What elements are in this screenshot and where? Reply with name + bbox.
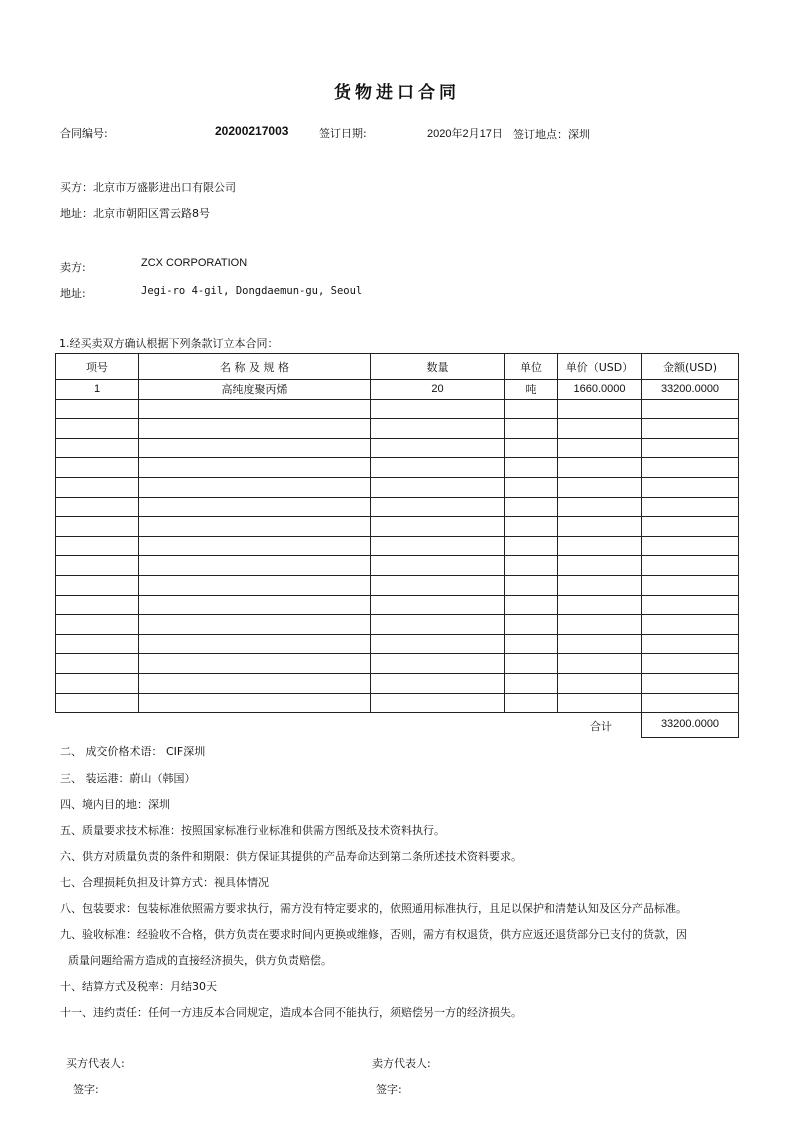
- cell-name-spec: 高纯度聚丙烯: [139, 380, 371, 400]
- clause-8: 八、包装要求：包装标准依照需方要求执行，需方没有特定要求的，依照通用标准执行，且足以保护和清楚认知及区分产品标准。: [60, 902, 687, 915]
- cell-amount: 33200.0000: [642, 380, 739, 400]
- cell-quantity: [371, 517, 505, 537]
- cell-unit: [505, 399, 558, 419]
- cell-unit: [505, 419, 558, 439]
- sign-date-value: 2020年2月17日: [427, 128, 503, 140]
- cell-quantity: [371, 497, 505, 517]
- cell-unit-price: [558, 497, 642, 517]
- cell-unit-price: [558, 438, 642, 458]
- cell-amount: [642, 438, 739, 458]
- cell-item-no: [56, 517, 139, 537]
- cell-unit-price: [558, 477, 642, 497]
- cell-quantity: [371, 575, 505, 595]
- cell-unit-price: [558, 654, 642, 674]
- cell-item-no: [56, 634, 139, 654]
- total-value: 33200.0000: [641, 712, 739, 738]
- cell-unit-price: [558, 673, 642, 693]
- cell-name-spec: [139, 419, 371, 439]
- cell-quantity: [371, 654, 505, 674]
- cell-item-no: [56, 673, 139, 693]
- clause-4: 四、境内目的地：深圳: [60, 798, 170, 811]
- cell-item-no: [56, 458, 139, 478]
- cell-unit-price: [558, 419, 642, 439]
- cell-amount: [642, 419, 739, 439]
- cell-unit: [505, 536, 558, 556]
- cell-unit: [505, 438, 558, 458]
- table-row: [56, 615, 739, 635]
- buyer-signature: 签字:: [73, 1083, 99, 1096]
- clause-5: 五、质量要求技术标准：按照国家标准行业标准和供需方图纸及技术资料执行。: [60, 824, 445, 837]
- header-amount: 金额(USD): [642, 354, 739, 380]
- header-unit-price: 单价（USD）: [558, 354, 642, 380]
- cell-name-spec: [139, 458, 371, 478]
- table-row: [56, 380, 739, 400]
- cell-unit-price: [558, 615, 642, 635]
- cell-name-spec: [139, 477, 371, 497]
- cell-unit-price: [558, 634, 642, 654]
- cell-amount: [642, 399, 739, 419]
- cell-unit: [505, 595, 558, 615]
- table-row: [56, 654, 739, 674]
- cell-name-spec: [139, 615, 371, 635]
- table-header-row: [56, 354, 739, 380]
- buyer-representative: 买方代表人:: [66, 1057, 125, 1070]
- cell-quantity: [371, 458, 505, 478]
- cell-quantity: [371, 615, 505, 635]
- cell-amount: [642, 556, 739, 576]
- cell-item-no: [56, 419, 139, 439]
- buyer-name: 买方：北京市万盛影进出口有限公司: [60, 181, 236, 194]
- header-quantity: 数量: [371, 354, 505, 380]
- cell-quantity: [371, 536, 505, 556]
- table-row: [56, 497, 739, 517]
- cell-name-spec: [139, 517, 371, 537]
- cell-unit-price: [558, 556, 642, 576]
- cell-unit: [505, 693, 558, 713]
- cell-quantity: [371, 419, 505, 439]
- table-row: [56, 575, 739, 595]
- cell-unit: [505, 634, 558, 654]
- cell-amount: [642, 673, 739, 693]
- cell-quantity: [371, 673, 505, 693]
- cell-unit: [505, 654, 558, 674]
- cell-quantity: [371, 477, 505, 497]
- table-row: [56, 595, 739, 615]
- table-row: [56, 438, 739, 458]
- cell-name-spec: [139, 438, 371, 458]
- cell-unit-price: [558, 693, 642, 713]
- clause-3: 三、 装运港：蔚山（韩国）: [60, 772, 196, 785]
- cell-amount: [642, 693, 739, 713]
- header-unit: 单位: [505, 354, 558, 380]
- contract-no-label: 合同编号:: [60, 127, 108, 140]
- table-row: [56, 419, 739, 439]
- cell-amount: [642, 575, 739, 595]
- cell-amount: [642, 477, 739, 497]
- table-row: [56, 673, 739, 693]
- cell-item-no: [56, 477, 139, 497]
- buyer-address: 地址：北京市朝阳区霄云路8号: [60, 207, 210, 220]
- cell-quantity: [371, 634, 505, 654]
- clause-9-line-1: 九、验收标准：经验收不合格，供方负责在要求时间内更换或维修，否则，需方有权退货，供方应返还退货部分已支付的货款，因: [60, 928, 687, 941]
- cell-unit: [505, 497, 558, 517]
- total-label: 合计: [590, 720, 612, 733]
- cell-unit-price: [558, 536, 642, 556]
- cell-unit: [505, 517, 558, 537]
- cell-quantity: 20: [371, 380, 505, 400]
- cell-unit-price: [558, 595, 642, 615]
- table-row: [56, 556, 739, 576]
- cell-name-spec: [139, 536, 371, 556]
- table-row: [56, 517, 739, 537]
- clause-7: 七、合理损耗负担及计算方式：视具体情况: [60, 876, 269, 889]
- cell-name-spec: [139, 595, 371, 615]
- cell-unit: [505, 673, 558, 693]
- cell-amount: [642, 497, 739, 517]
- cell-amount: [642, 536, 739, 556]
- clause-6: 六、供方对质量负责的条件和期限：供方保证其提供的产品寿命达到第二条所述技术资料要求。: [60, 850, 522, 863]
- cell-item-no: 1: [56, 380, 139, 400]
- page-title: 货物进口合同: [334, 83, 460, 103]
- cell-name-spec: [139, 399, 371, 419]
- items-table: [55, 353, 739, 713]
- cell-item-no: [56, 536, 139, 556]
- cell-quantity: [371, 438, 505, 458]
- table-row: [56, 477, 739, 497]
- clause-2: 二、 成交价格术语： CIF深圳: [60, 745, 206, 758]
- header-item-no: 项号: [56, 354, 139, 380]
- seller-address-label: 地址:: [60, 287, 86, 300]
- cell-name-spec: [139, 556, 371, 576]
- cell-quantity: [371, 399, 505, 419]
- clause-11: 十一、违约责任：任何一方违反本合同规定，造成本合同不能执行，须赔偿另一方的经济损失。: [60, 1006, 522, 1019]
- table-row: [56, 634, 739, 654]
- cell-item-no: [56, 615, 139, 635]
- clause-9-line-2: 质量问题给需方造成的直接经济损失，供方负责赔偿。: [68, 954, 332, 967]
- cell-name-spec: [139, 673, 371, 693]
- cell-quantity: [371, 556, 505, 576]
- cell-item-no: [56, 595, 139, 615]
- cell-unit: [505, 556, 558, 576]
- table-row: [56, 536, 739, 556]
- contract-intro: 1.经买卖双方确认根据下列条款订立本合同：: [59, 337, 279, 350]
- cell-unit-price: [558, 517, 642, 537]
- table-row: [56, 399, 739, 419]
- cell-unit: [505, 477, 558, 497]
- seller-signature: 签字:: [376, 1083, 402, 1096]
- seller-representative: 卖方代表人:: [372, 1057, 431, 1070]
- cell-name-spec: [139, 497, 371, 517]
- cell-unit-price: [558, 399, 642, 419]
- header-name-spec: 名 称 及 规 格: [139, 354, 371, 380]
- cell-amount: [642, 654, 739, 674]
- cell-unit: [505, 575, 558, 595]
- table-row: [56, 458, 739, 478]
- seller-name: ZCX CORPORATION: [141, 257, 248, 269]
- cell-unit: [505, 615, 558, 635]
- table-row: [56, 693, 739, 713]
- cell-item-no: [56, 438, 139, 458]
- cell-item-no: [56, 497, 139, 517]
- clause-10: 十、结算方式及税率：月结30天: [60, 980, 217, 993]
- cell-name-spec: [139, 575, 371, 595]
- cell-item-no: [56, 399, 139, 419]
- cell-item-no: [56, 575, 139, 595]
- cell-amount: [642, 634, 739, 654]
- cell-name-spec: [139, 654, 371, 674]
- cell-unit: [505, 458, 558, 478]
- cell-item-no: [56, 654, 139, 674]
- contract-no-value: 20200217003: [215, 124, 289, 138]
- cell-amount: [642, 615, 739, 635]
- cell-unit-price: [558, 458, 642, 478]
- seller-label: 卖方:: [60, 261, 86, 274]
- cell-name-spec: [139, 693, 371, 713]
- seller-address: Jegi-ro 4-gil, Dongdaemun-gu, Seoul: [141, 285, 363, 297]
- cell-name-spec: [139, 634, 371, 654]
- cell-unit-price: [558, 575, 642, 595]
- cell-amount: [642, 458, 739, 478]
- cell-unit: 吨: [505, 380, 558, 400]
- cell-item-no: [56, 693, 139, 713]
- sign-date-label: 签订日期:: [319, 127, 367, 140]
- cell-quantity: [371, 595, 505, 615]
- sign-place: 签订地点：深圳: [513, 128, 590, 141]
- cell-amount: [642, 595, 739, 615]
- cell-unit-price: 1660.0000: [558, 380, 642, 400]
- cell-amount: [642, 517, 739, 537]
- cell-item-no: [56, 556, 139, 576]
- cell-quantity: [371, 693, 505, 713]
